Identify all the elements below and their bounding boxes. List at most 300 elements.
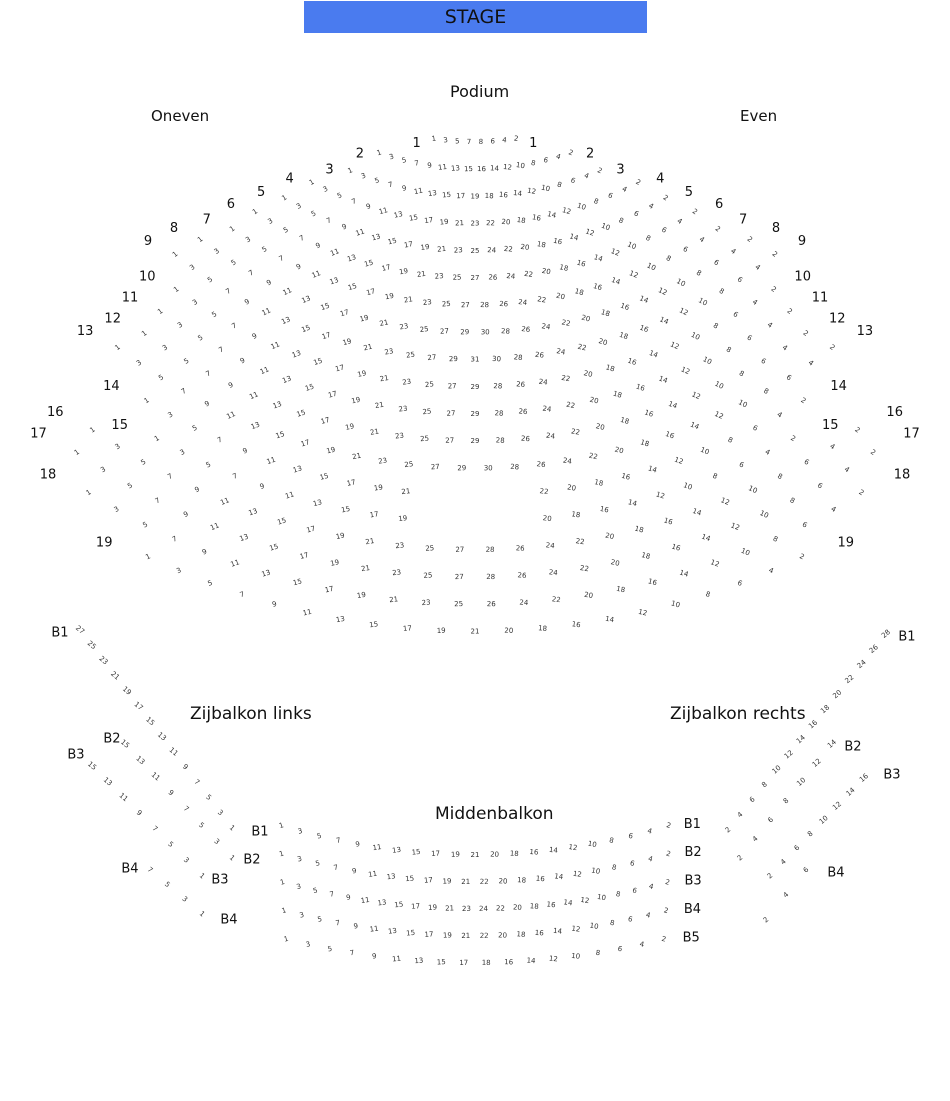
seat[interactable]: 1: [156, 306, 165, 317]
seat[interactable]: 25: [452, 273, 462, 282]
seat[interactable]: 25: [425, 544, 435, 553]
seat[interactable]: 3: [305, 940, 312, 949]
seat[interactable]: 7: [413, 158, 420, 168]
seat[interactable]: 11: [225, 409, 237, 421]
seat[interactable]: 13: [300, 294, 312, 306]
seat[interactable]: 18: [570, 510, 581, 520]
seat[interactable]: 3: [298, 910, 305, 920]
seat[interactable]: 1: [72, 447, 82, 458]
seat[interactable]: 20: [594, 422, 606, 432]
seat[interactable]: 12: [656, 286, 669, 298]
seat[interactable]: 18: [558, 263, 570, 273]
seat[interactable]: 8: [644, 233, 652, 243]
seat[interactable]: 14: [826, 738, 838, 750]
seat[interactable]: 10: [795, 776, 808, 788]
seat[interactable]: 22: [560, 318, 572, 329]
seat[interactable]: 9: [203, 399, 212, 409]
seat[interactable]: 16: [592, 281, 604, 293]
seat[interactable]: 8: [478, 137, 484, 146]
seat[interactable]: 5: [316, 915, 323, 924]
seat[interactable]: 1: [197, 909, 207, 919]
seat[interactable]: 7: [325, 216, 333, 226]
seat[interactable]: 4: [583, 171, 590, 181]
seat[interactable]: 12: [579, 895, 590, 906]
seat[interactable]: 22: [551, 595, 562, 605]
seat[interactable]: 5: [335, 191, 344, 201]
seat[interactable]: 15: [408, 213, 419, 223]
seat[interactable]: 12: [502, 162, 513, 172]
seat[interactable]: 9: [295, 262, 303, 272]
seat[interactable]: 28: [500, 327, 511, 336]
seat[interactable]: 17: [334, 363, 346, 374]
seat[interactable]: 3: [212, 837, 221, 847]
seat[interactable]: 6: [784, 373, 793, 383]
seat[interactable]: 24: [478, 904, 489, 913]
seat[interactable]: 1: [431, 134, 437, 144]
seat[interactable]: 10: [626, 240, 638, 252]
seat[interactable]: 20: [542, 514, 553, 524]
seat[interactable]: 13: [281, 374, 293, 386]
seat[interactable]: 1: [153, 434, 161, 444]
seat[interactable]: 14: [568, 232, 580, 243]
seat[interactable]: 6: [800, 520, 809, 530]
seat[interactable]: 1: [144, 552, 152, 562]
seat[interactable]: 10: [576, 201, 587, 212]
seat[interactable]: 20: [597, 337, 609, 348]
seat[interactable]: 18: [536, 240, 547, 250]
seat[interactable]: 10: [689, 330, 702, 342]
seat[interactable]: 14: [691, 506, 703, 518]
seat[interactable]: 4: [842, 465, 851, 475]
seat[interactable]: 22: [575, 537, 586, 547]
seat[interactable]: 19: [356, 590, 367, 601]
seat[interactable]: 18: [516, 215, 527, 226]
seat[interactable]: 2: [661, 193, 670, 203]
seat[interactable]: 24: [855, 658, 868, 671]
seat[interactable]: 16: [807, 718, 820, 731]
seat[interactable]: 24: [505, 272, 516, 281]
seat[interactable]: 2: [798, 552, 806, 562]
seat[interactable]: 7: [247, 268, 256, 278]
seat[interactable]: 31: [470, 355, 480, 364]
seat[interactable]: 20: [504, 626, 514, 635]
seat[interactable]: 11: [260, 306, 273, 318]
seat[interactable]: 1: [251, 207, 260, 217]
seat[interactable]: 11: [149, 770, 162, 783]
seat[interactable]: 2: [723, 825, 733, 835]
seat[interactable]: 4: [767, 566, 775, 576]
seat[interactable]: 12: [654, 490, 666, 501]
seat[interactable]: 17: [299, 438, 311, 449]
seat[interactable]: 22: [579, 563, 590, 574]
seat[interactable]: 7: [334, 918, 341, 928]
seat[interactable]: 4: [828, 442, 837, 452]
seat[interactable]: 6: [627, 915, 634, 924]
seat[interactable]: 1: [142, 396, 151, 406]
seat[interactable]: 5: [196, 333, 205, 343]
seat[interactable]: 19: [420, 242, 431, 252]
seat[interactable]: 8: [717, 286, 726, 296]
seat[interactable]: 26: [520, 434, 531, 444]
seat[interactable]: 12: [637, 607, 648, 618]
seat[interactable]: 23: [401, 377, 412, 387]
seat[interactable]: 15: [363, 258, 375, 269]
seat[interactable]: 4: [765, 320, 774, 330]
seat[interactable]: 12: [713, 409, 725, 421]
seat[interactable]: 8: [788, 496, 797, 506]
seat[interactable]: 13: [387, 926, 398, 936]
seat[interactable]: 2: [596, 166, 604, 176]
seat[interactable]: 12: [690, 390, 702, 402]
seat[interactable]: 8: [608, 836, 615, 845]
seat[interactable]: 24: [545, 431, 556, 441]
seat[interactable]: 13: [391, 845, 402, 855]
seat[interactable]: 11: [265, 455, 277, 467]
seat[interactable]: 11: [269, 340, 281, 352]
seat[interactable]: 28: [486, 572, 496, 582]
seat[interactable]: 9: [371, 952, 378, 961]
seat[interactable]: 18: [639, 438, 651, 449]
seat[interactable]: 10: [670, 599, 681, 610]
seat[interactable]: 15: [274, 429, 286, 441]
seat[interactable]: 9: [265, 278, 273, 288]
seat[interactable]: 9: [241, 446, 249, 456]
seat[interactable]: 16: [534, 928, 545, 938]
seat[interactable]: 5: [314, 859, 321, 869]
seat[interactable]: 10: [540, 183, 551, 194]
seat[interactable]: 9: [182, 509, 190, 520]
seat[interactable]: 3: [99, 465, 108, 475]
seat[interactable]: 10: [587, 839, 598, 850]
seat[interactable]: 4: [779, 857, 788, 867]
seat[interactable]: 15: [404, 874, 415, 884]
seat[interactable]: 6: [801, 865, 811, 875]
seat[interactable]: 1: [346, 166, 354, 176]
seat[interactable]: 9: [180, 762, 190, 772]
seat[interactable]: 2: [513, 134, 519, 144]
seat[interactable]: 18: [516, 930, 526, 939]
seat[interactable]: 3: [176, 320, 185, 330]
seat[interactable]: 10: [682, 481, 694, 492]
seat[interactable]: 26: [867, 643, 880, 656]
seat[interactable]: 6: [629, 859, 636, 869]
seat[interactable]: 4: [753, 262, 762, 273]
seat[interactable]: 1: [227, 823, 237, 833]
seat[interactable]: 19: [341, 337, 353, 348]
seat[interactable]: 18: [593, 478, 604, 488]
seat[interactable]: 6: [745, 333, 754, 343]
seat[interactable]: 12: [526, 186, 537, 197]
seat[interactable]: 2: [765, 871, 775, 881]
seat[interactable]: 2: [789, 434, 797, 444]
seat[interactable]: 22: [539, 487, 549, 497]
seat[interactable]: 10: [699, 445, 711, 457]
seat[interactable]: 17: [456, 191, 466, 201]
seat[interactable]: 7: [231, 471, 239, 481]
seat[interactable]: 26: [515, 544, 525, 553]
seat[interactable]: 12: [572, 869, 583, 879]
seat[interactable]: 23: [470, 219, 480, 228]
seat[interactable]: 24: [562, 456, 573, 466]
seat[interactable]: 24: [540, 322, 552, 332]
seat[interactable]: 14: [546, 210, 557, 220]
seat[interactable]: 8: [711, 471, 719, 481]
seat[interactable]: 9: [258, 481, 266, 492]
seat[interactable]: 7: [387, 180, 394, 190]
seat[interactable]: 23: [434, 272, 445, 281]
seat[interactable]: 20: [512, 903, 523, 912]
seat[interactable]: 2: [567, 148, 575, 158]
seat[interactable]: 19: [356, 369, 368, 379]
seat[interactable]: 12: [810, 757, 823, 769]
seat[interactable]: 6: [759, 356, 768, 366]
seat[interactable]: 23: [394, 431, 405, 441]
seat[interactable]: 2: [799, 396, 808, 406]
seat[interactable]: 17: [327, 389, 338, 400]
seat[interactable]: 4: [648, 882, 655, 892]
seat[interactable]: 8: [711, 321, 720, 331]
seat[interactable]: 11: [360, 895, 371, 906]
seat[interactable]: 14: [638, 294, 650, 306]
seat[interactable]: 22: [523, 269, 534, 279]
seat[interactable]: 14: [667, 399, 679, 411]
seat[interactable]: 2: [769, 284, 778, 295]
seat[interactable]: 1: [196, 234, 205, 245]
seat[interactable]: 18: [819, 703, 832, 716]
seat[interactable]: 19: [329, 558, 340, 568]
seat[interactable]: 10: [675, 277, 687, 289]
seat[interactable]: 7: [192, 777, 202, 787]
seat[interactable]: 27: [427, 353, 437, 363]
seat[interactable]: 26: [515, 380, 526, 390]
seat[interactable]: 24: [545, 541, 556, 551]
seat[interactable]: 19: [120, 684, 133, 697]
seat[interactable]: 8: [615, 890, 622, 899]
seat[interactable]: 4: [775, 410, 784, 420]
seat[interactable]: 5: [454, 137, 460, 146]
seat[interactable]: 5: [126, 481, 135, 491]
seat[interactable]: 19: [470, 192, 480, 201]
seat[interactable]: 20: [541, 266, 552, 277]
seat[interactable]: 13: [292, 464, 303, 475]
seat[interactable]: 15: [304, 382, 316, 393]
seat[interactable]: 15: [441, 190, 452, 200]
seat[interactable]: 10: [758, 509, 770, 520]
seat[interactable]: 15: [387, 236, 398, 247]
seat[interactable]: 9: [271, 599, 278, 609]
seat[interactable]: 25: [441, 299, 452, 309]
seat[interactable]: 7: [298, 233, 306, 243]
seat[interactable]: 14: [647, 464, 658, 475]
seat[interactable]: 20: [610, 558, 621, 568]
seat[interactable]: 15: [463, 164, 474, 174]
seat[interactable]: 12: [729, 521, 741, 533]
seat[interactable]: 28: [494, 409, 504, 418]
seat[interactable]: 13: [101, 775, 114, 788]
seat[interactable]: 10: [515, 160, 526, 171]
seat[interactable]: 18: [633, 524, 645, 535]
seat[interactable]: 19: [398, 266, 409, 277]
seat[interactable]: 3: [113, 442, 122, 452]
seat[interactable]: 4: [647, 854, 654, 864]
seat[interactable]: 6: [766, 815, 775, 825]
seat[interactable]: 22: [588, 451, 599, 462]
seat[interactable]: 22: [843, 673, 856, 686]
seat[interactable]: 29: [448, 354, 459, 364]
seat[interactable]: 12: [673, 455, 685, 467]
seat[interactable]: 21: [470, 627, 480, 636]
seat[interactable]: 23: [383, 347, 395, 357]
seat[interactable]: 21: [403, 295, 414, 305]
seat[interactable]: 9: [243, 297, 252, 307]
seat[interactable]: 14: [512, 188, 523, 199]
seat[interactable]: 9: [401, 184, 408, 193]
seat[interactable]: 15: [312, 356, 324, 368]
seat[interactable]: 26: [517, 571, 527, 580]
seat[interactable]: 1: [278, 849, 285, 859]
seat[interactable]: 8: [806, 829, 815, 839]
seat[interactable]: 9: [351, 866, 358, 876]
seat[interactable]: 14: [563, 898, 573, 908]
seat[interactable]: 8: [592, 197, 600, 207]
seat[interactable]: 7: [150, 824, 160, 834]
seat[interactable]: 17: [410, 902, 421, 911]
seat[interactable]: 18: [509, 849, 519, 859]
seat[interactable]: 8: [724, 345, 733, 355]
seat[interactable]: 13: [249, 420, 262, 432]
seat[interactable]: 8: [611, 863, 618, 873]
seat[interactable]: 15: [436, 958, 446, 967]
seat[interactable]: 19: [335, 531, 346, 542]
seat[interactable]: 20: [831, 688, 844, 701]
seat[interactable]: 20: [555, 291, 566, 302]
seat[interactable]: 4: [729, 246, 738, 257]
seat[interactable]: 11: [310, 269, 322, 280]
seat[interactable]: 1: [307, 177, 316, 187]
seat[interactable]: 6: [617, 944, 623, 954]
seat[interactable]: 17: [305, 524, 317, 535]
seat[interactable]: 5: [312, 886, 319, 896]
seat[interactable]: 7: [179, 386, 188, 396]
seat[interactable]: 8: [694, 268, 703, 278]
seat[interactable]: 27: [470, 274, 480, 282]
seat[interactable]: 8: [776, 472, 784, 482]
seat[interactable]: 6: [802, 457, 811, 467]
seat[interactable]: 6: [542, 155, 549, 165]
seat[interactable]: 13: [271, 399, 283, 411]
seat[interactable]: 18: [619, 415, 631, 426]
seat[interactable]: 22: [503, 244, 514, 254]
seat[interactable]: 13: [247, 506, 259, 518]
seat[interactable]: 11: [413, 186, 424, 197]
seat[interactable]: 5: [204, 792, 213, 803]
seat[interactable]: 10: [645, 261, 658, 273]
seat[interactable]: 23: [398, 322, 410, 332]
seat[interactable]: 15: [394, 900, 404, 910]
seat[interactable]: 1: [279, 877, 286, 887]
seat[interactable]: 7: [224, 286, 233, 296]
seat[interactable]: 17: [423, 876, 434, 885]
seat[interactable]: 6: [660, 225, 668, 235]
seat[interactable]: 27: [454, 572, 464, 582]
seat[interactable]: 8: [556, 180, 563, 190]
seat[interactable]: 12: [669, 340, 681, 352]
seat[interactable]: 5: [206, 275, 215, 285]
seat[interactable]: 27: [455, 545, 465, 554]
seat[interactable]: 3: [216, 808, 225, 818]
seat[interactable]: 6: [606, 191, 615, 201]
seat[interactable]: 16: [531, 213, 542, 223]
seat[interactable]: 23: [398, 404, 409, 414]
seat[interactable]: 2: [662, 906, 670, 916]
seat[interactable]: 5: [157, 373, 166, 383]
seat[interactable]: 5: [206, 578, 214, 588]
seat[interactable]: 8: [781, 796, 791, 806]
seat[interactable]: 4: [645, 910, 652, 920]
seat[interactable]: 14: [678, 568, 690, 579]
seat[interactable]: 15: [340, 504, 351, 515]
seat[interactable]: 1: [280, 193, 289, 203]
seat[interactable]: 4: [647, 201, 655, 211]
seat[interactable]: 12: [584, 227, 596, 238]
seat[interactable]: 3: [442, 136, 449, 145]
seat[interactable]: 28: [509, 462, 520, 472]
seat[interactable]: 13: [377, 898, 387, 908]
seat[interactable]: 19: [350, 395, 362, 406]
seat[interactable]: 9: [365, 202, 372, 212]
seat[interactable]: 4: [697, 235, 706, 245]
seat[interactable]: 11: [117, 791, 130, 804]
seat[interactable]: 29: [457, 464, 467, 473]
seat[interactable]: 7: [277, 254, 286, 264]
seat[interactable]: 15: [368, 620, 379, 630]
seat[interactable]: 15: [319, 301, 331, 313]
seat[interactable]: 11: [302, 607, 313, 618]
seat[interactable]: 6: [490, 137, 496, 146]
seat[interactable]: 17: [319, 415, 331, 426]
seat[interactable]: 13: [450, 164, 461, 173]
seat[interactable]: 7: [166, 472, 174, 482]
seat[interactable]: 17: [320, 330, 332, 342]
seat[interactable]: 5: [139, 457, 148, 467]
seat[interactable]: 21: [374, 400, 385, 411]
seat[interactable]: 11: [378, 206, 389, 217]
seat[interactable]: 24: [548, 568, 559, 578]
seat[interactable]: 4: [555, 152, 562, 162]
seat[interactable]: 16: [498, 190, 509, 200]
seat[interactable]: 21: [454, 219, 465, 228]
seat[interactable]: 27: [447, 382, 457, 391]
seat[interactable]: 10: [696, 296, 709, 308]
seat[interactable]: 12: [548, 954, 559, 964]
seat[interactable]: 15: [119, 738, 131, 750]
seat[interactable]: 5: [141, 520, 150, 530]
seat[interactable]: 1: [228, 224, 237, 234]
seat[interactable]: 11: [167, 745, 180, 758]
seat[interactable]: 16: [599, 504, 610, 515]
seat[interactable]: 5: [210, 310, 219, 320]
seat[interactable]: 22: [536, 295, 547, 305]
seat[interactable]: 8: [760, 780, 769, 790]
seat[interactable]: 2: [828, 342, 837, 353]
seat[interactable]: 12: [609, 247, 621, 258]
seat[interactable]: 6: [569, 176, 577, 186]
seat[interactable]: 21: [444, 904, 455, 913]
seat[interactable]: 15: [405, 928, 416, 938]
seat[interactable]: 11: [284, 490, 296, 501]
seat[interactable]: 27: [74, 624, 86, 636]
seat[interactable]: 16: [858, 772, 870, 784]
